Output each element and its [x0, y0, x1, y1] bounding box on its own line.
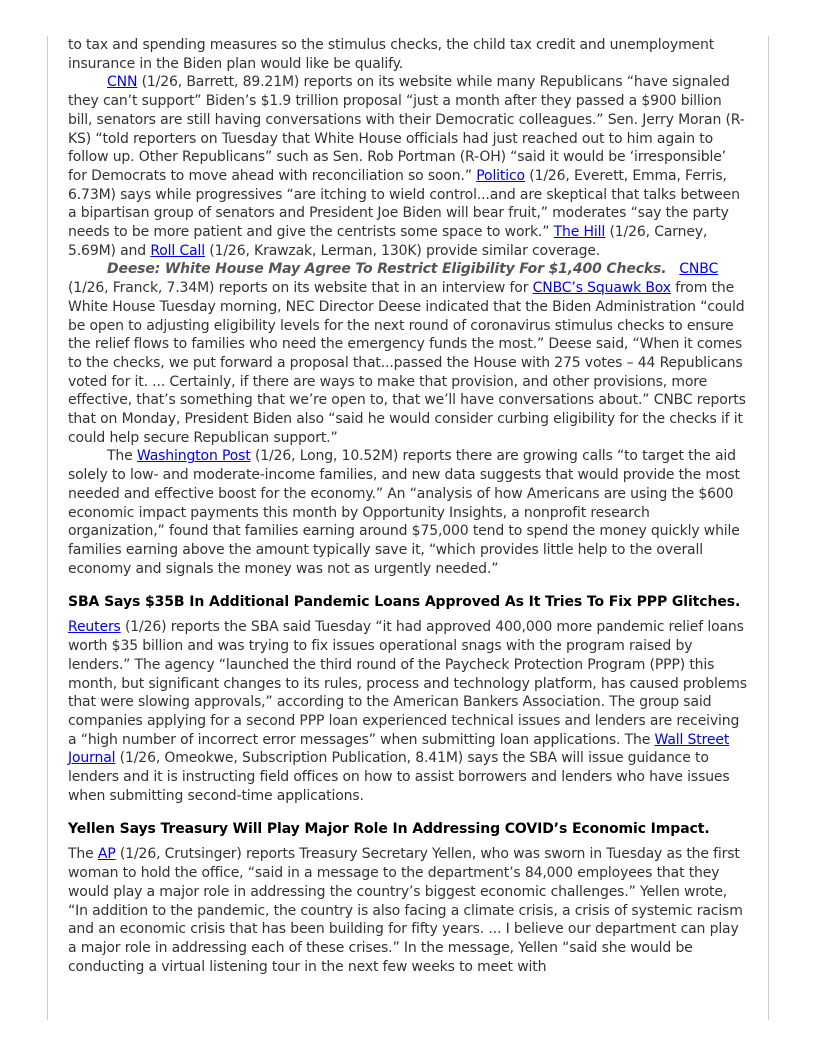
squawk-box-link[interactable]: CNBC’s Squawk Box: [532, 280, 671, 297]
paragraph-text: (1/26, Omeokwe, Subscription Publication, 8.41M) says the SBA will issue guidance to lenders and it is instructing field offices on how to assist borrowers and lenders who have issues when submitting second-time applications.: [68, 750, 730, 804]
cnbc-link[interactable]: CNBC: [679, 261, 719, 278]
paragraph-text: (1/26, Carney, 5.69M) and: [68, 224, 708, 259]
paragraph-text: The: [107, 448, 137, 465]
paragraph-text: from the White House Tuesday morning, NEC Director Deese indicated that the Biden Administration “could be open to adjusting eligibility levels for the next round of coronavirus stimulus checks to ensure the relief flows to families who need the emergency funds the most.” Deese said, “When it comes to the checks, we put forward a proposal that...passed the House with 275 votes – 44 Republicans voted for it. ... Certainly, if there are ways to make that provision, and other provisions, more effective, that’s something that we’re open to, that we’ll have conversations about.” CNBC reports that on Monday, President Biden also “said he would consider curbing eligibility for the checks if it could help secure Republican support.”: [68, 280, 746, 446]
politico-link[interactable]: Politico: [476, 167, 525, 184]
right-margin-rule: [768, 36, 769, 1020]
deese-lead-in: Deese: White House May Agree To Restrict Eligibility For $1,400 Checks.: [107, 261, 667, 278]
paragraph-text: (1/26, Barrett, 89.21M) reports on its website while many Republicans “have signaled they can’t support” Biden’s $1.9 trillion proposal “just a month after they passed a $900 billion bill, senators are still having conversations with their Democratic colleagues.” Sen. Jerry Moran (R-KS) “told reporters on Tuesday that White House officials had just reached out to him again to follow up. Other Republicans” such as Sen. Rob Portman (R-OH) “said it would be ‘irresponsible’ for Democrats to move ahead with reconciliation so soon.”: [68, 74, 745, 184]
cnn-paragraph: [68, 73, 748, 260]
paragraph-text: (1/26, Long, 10.52M) reports there are growing calls “to target the aid solely to low- and moderate-income families, and new data suggests that would provide the most needed and effective boost for the economy.” An “analysis of how Americans are using the $600 economic impact payments this month by Opportunity Insights, a nonprofit research organization,” found that families earning around $75,000 tend to spend the money quickly while families earning above the amount typically save it, “which provides little help to the overall economy and signals the money was not as urgently needed.”: [68, 448, 740, 577]
deese-paragraph: [68, 260, 748, 447]
left-margin-rule: [47, 36, 48, 1020]
paragraph-text: (1/26) reports the SBA said Tuesday “it had approved 400,000 more pandemic relief loans worth $35 billion and was trying to fix issues operational snags with the program raised by lenders.” The agency “launched the third round of the Paycheck Protection Program (PPP) this month, but significant changes to its rules, process and technology platform, has caused problems that were slowing approvals,” according to the American Bankers Association. The group said companies applying for a second PPP loan experienced technical issues and lenders are receiving a “high number of incorrect error messages” when submitting loan applications. The: [68, 619, 747, 748]
paragraph-text: (1/26, Crutsinger) reports Treasury Secretary Yellen, who was sworn in Tuesday as the first woman to hold the office, “said in a message to the department’s 84,000 employees that they would play a major role in addressing the country’s biggest economic challenges.” Yellen wrote, “In addition to the pandemic, the country is also facing a climate crisis, a crisis of systemic racism and an economic crisis that has been building for fifty years. ... I believe our department can play a major role in addressing each of these crises.” In the message, Yellen “said she would be conducting a virtual listening tour in the next few weeks to meet with: [68, 846, 743, 975]
paragraph-text: (1/26, Everett, Emma, Ferris, 6.73M) says while progressives “are itching to wield control...and are skeptical that talks between a bipartisan group of senators and President Joe Biden will bear fruit,” moderates “say the party needs to be more patient and give the centrists some space to work.”: [68, 167, 740, 241]
wall-street-journal-link[interactable]: Wall Street Journal: [68, 731, 730, 767]
washington-post-paragraph: [68, 447, 748, 578]
washington-post-link[interactable]: Washington Post: [136, 448, 251, 465]
reuters-link[interactable]: Reuters: [68, 619, 121, 636]
paragraph-text: (1/26, Franck, 7.34M) reports on its website that in an interview for: [68, 280, 533, 297]
cnn-link[interactable]: CNN: [107, 74, 138, 91]
sba-headline: SBA Says $35B In Additional Pandemic Loans Approved As It Tries To Fix PPP Glitches.: [68, 594, 741, 611]
paragraph-text: (1/26, Krawzak, Lerman, 130K) provide similar coverage.: [205, 242, 601, 259]
continued-paragraph: to tax and spending measures so the stimulus checks, the child tax credit and unemployment insurance in the Biden plan would like be qualify.: [68, 37, 715, 72]
briefing-page: [68, 36, 748, 976]
sba-paragraph: [68, 618, 748, 805]
yellen-paragraph: [68, 845, 748, 976]
the-hill-link[interactable]: The Hill: [553, 224, 606, 241]
roll-call-link[interactable]: Roll Call: [150, 242, 205, 259]
paragraph-text: The: [68, 846, 98, 863]
ap-link[interactable]: AP: [97, 846, 116, 863]
yellen-headline: Yellen Says Treasury Will Play Major Role In Addressing COVID’s Economic Impact.: [68, 821, 710, 838]
